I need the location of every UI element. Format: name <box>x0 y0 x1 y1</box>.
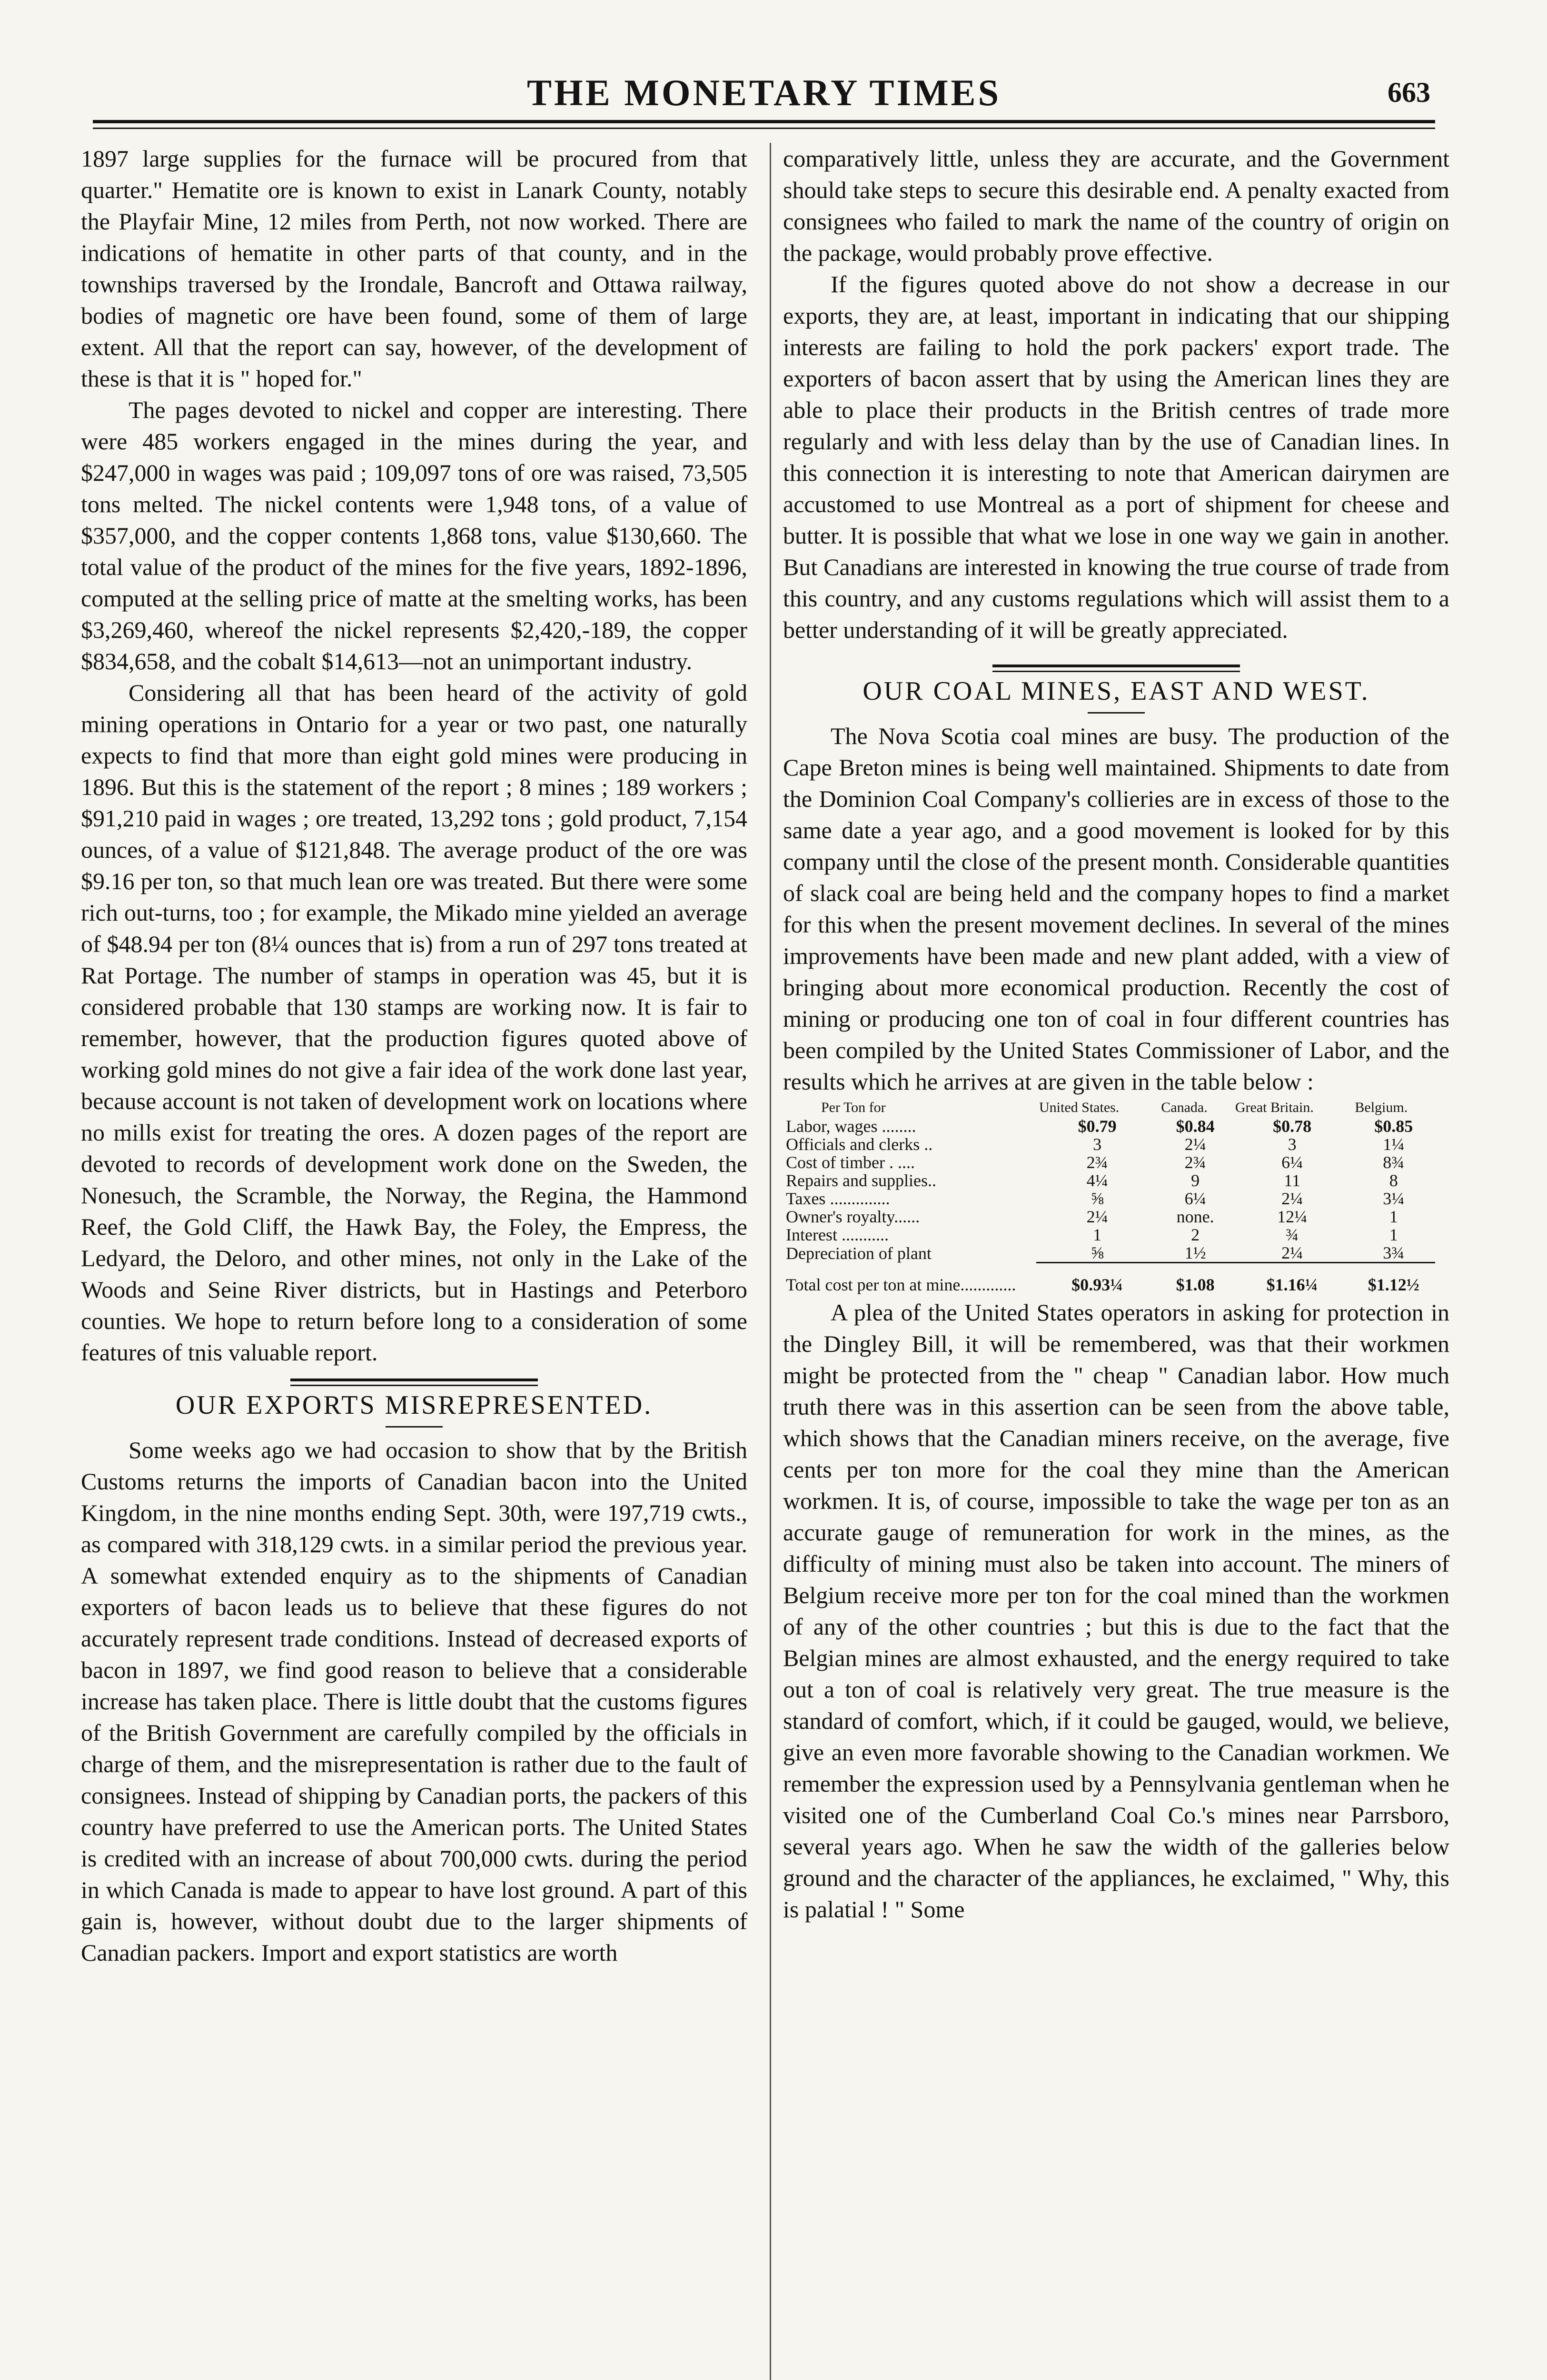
cell: 3¼ <box>1383 1189 1405 1208</box>
cell: $0.84 <box>1176 1117 1215 1136</box>
total-cell: $1.12½ <box>1368 1275 1419 1294</box>
table-header: Per Ton for <box>821 1100 886 1115</box>
cell: 4¼ <box>1086 1171 1108 1190</box>
cell: ⅝ <box>1091 1189 1104 1208</box>
table-row <box>783 1135 1435 1153</box>
paragraph: Considering all that has been heard of the activity of gold mining operations in Ontario for a year or two past, one naturally expects to find that more than eight gold mines were producing in 1896. But this is the statement of the report ; 8 mines ; 189 workers ; $91,210 paid in wages ; ore treated, 13,292 tons ; gold product, 7,154 ounces, of a value of $121,848. The average product of the ore was $9.16 per ton, so that much lean ore was treated. But there were some rich out-turns, too ; for example, the Mikado mine yielded an average of $48.94 per ton (8¼ ounces that is) from a run of 297 tons treated at Rat Portage. The number of stamps in operation was 45, but it is considered probable that 130 stamps are working now. It is fair to remember, however, that the production figures quoted above of working gold mines do not give a fair idea of the work done last year, because account is not taken of development work on locations where no mills exist for treating the ores. A dozen pages of the report are devoted to records of development work done on the Sweden, the Nonesuch, the Scramble, the Norway, the Regina, the Hammond Reef, the Gold Cliff, the Hawk Bay, the Foley, the Empress, the Ledyard, the Deloro, and other mines, not only in the Lake of the Woods and Seine River districts, but in Hastings and Peterboro counties. We hope to return before long to a consideration of some features of tnis valuable report. <box>81 679 747 1366</box>
cell: 8¾ <box>1383 1153 1405 1172</box>
table-row <box>783 1190 1435 1208</box>
cell: 12¼ <box>1277 1207 1308 1226</box>
left-column <box>81 143 747 1968</box>
table-header: Belgium. <box>1355 1100 1408 1115</box>
table-row <box>783 1117 1435 1135</box>
table-header: United States. <box>1039 1100 1120 1115</box>
total-cell: $1.16¼ <box>1266 1275 1318 1294</box>
table-row <box>783 1208 1435 1226</box>
cell: 2¾ <box>1184 1153 1206 1172</box>
cell: 3¾ <box>1383 1243 1405 1262</box>
cell: 8 <box>1389 1171 1398 1190</box>
total-label: Total cost per ton at mine............. <box>786 1275 1016 1294</box>
paragraph: Some weeks ago we had occasion to show that by the British Customs returns the imports of Canadian bacon into the United Kingdom, in the nine months ending Sept. 30th, were 197,719 cwts., as compared with 318,129 cwts. in a similar period the previous year. A somewhat extended enquiry as to the shipments of Canadian exporters of bacon leads us to believe that these figures do not accurately represent trade conditions. Instead of decreased exports of bacon in 1897, we find good reason to believe that a considerable increase has taken place. There is little doubt that the customs figures of the British Government are carefully compiled by the officials in charge of them, and the misrepresentation is rather due to the fault of consignees. Instead of shipping by Canadian ports, the packers of this country have preferred to use the American ports. The United States is credited with an increase of about 700,000 cwts. during the period in which Canada is made to appear to have lost ground. A part of this gain is, however, without doubt due to the larger shipments of Canadian packers. Import and export statistics are worth <box>81 1437 747 1966</box>
section-divider <box>290 1378 538 1386</box>
cell: 2¼ <box>1184 1135 1206 1154</box>
paragraph: If the figures quoted above do not show a decrease in our exports, they are, at least, important in indicating that our shipping interests are failing to hold the pork packers' export trade. The exporters of bacon assert that by using the American lines they are able to place their products in the British centres of trade more regularly and with less delay than by the use of Canadian lines. In this connection it is interesting to note that American dairymen are accustomed to use Montreal as a port of shipment for cheese and butter. It is possible that what we lose in one way we gain in another. But Canadians are interested in knowing the true course of trade from this country, and any customs regulations which will assist them to a better understanding of it will be greatly appreciated. <box>783 271 1449 643</box>
row-label: Interest ........... <box>786 1225 889 1244</box>
table-total-row <box>783 1263 1435 1294</box>
cell: 2 <box>1191 1225 1200 1244</box>
total-cell: $1.08 <box>1176 1275 1215 1294</box>
row-label: Owner's royalty...... <box>786 1207 920 1226</box>
cell: 9 <box>1191 1171 1200 1190</box>
newspaper-title: THE MONETARY TIMES <box>527 72 1001 113</box>
cell: 2¼ <box>1281 1243 1303 1262</box>
paragraph: The Nova Scotia coal mines are busy. The production of the Cape Breton mines is being well maintained. Shipments to date from the Dominion Coal Company's collieries are in excess of those to the same date a year ago, and a good movement is looked for by this company until the close of the present month. Considerable quantities of slack coal are being held and the company hopes to find a market for this when the present movement declines. In several of the mines improvements have been made and new plant added, with a view of bringing about more economical production. Recently the cost of mining or producing one ton of coal in four different countries has been compiled by the United States Commissioner of Labor, and the results which he arrives at are given in the table below : <box>783 723 1449 1095</box>
cell: 6¼ <box>1281 1153 1303 1172</box>
table-header: Great Britain. <box>1235 1100 1314 1115</box>
section-divider <box>992 664 1240 672</box>
cell: 6¼ <box>1184 1189 1206 1208</box>
cell: 11 <box>1284 1171 1300 1190</box>
cell: 2¾ <box>1086 1153 1108 1172</box>
paragraph: comparatively little, unless they are accurate, and the Government should take steps to secure this desirable end. A penalty exacted from consignees who failed to mark the name of the country of origin on the package, would probably prove effective. <box>783 145 1449 266</box>
cell: 1½ <box>1184 1243 1206 1262</box>
cell: ⅝ <box>1091 1243 1104 1262</box>
cell: none. <box>1176 1207 1214 1226</box>
masthead-rule-thin <box>93 128 1435 129</box>
cell: 1 <box>1389 1225 1398 1244</box>
cell: 2¼ <box>1281 1189 1303 1208</box>
table-header: Canada. <box>1161 1100 1208 1115</box>
coal-cost-table <box>783 1100 1435 1294</box>
row-label: Repairs and supplies.. <box>786 1171 936 1190</box>
cell: 1¼ <box>1383 1135 1405 1154</box>
paragraph: A plea of the United States operators in asking for protection in the Dingley Bill, it will be remembered, was that their workmen might be protected from the " cheap " Canadian labor. How much truth there was in this assertion can be seen from the above table, which shows that the Canadian miners receive, on the average, five cents per ton more for the coal they mine than the American workmen. It is, of course, impossible to take the wage per ton as an accurate gauge of remuneration for work in the mines, as the difficulty of mining must also be taken into account. The miners of Belgium receive more per ton for the coal mined than the workmen of any of the other countries ; but this is due to the fact that the Belgian mines are almost exhausted, and the energy required to take out a ton of coal is relatively very great. The true measure is the standard of comfort, which, if it could be gauged, would, we believe, give an even more favorable showing to the Canadian workmen. We remember the expression used by a Pennsylvania gentleman when he visited one of the Cumberland Coal Co.'s mines near Parrsboro, several years ago. When he saw the width of the galleries below ground and the character of the appliances, he exclaimed, " Why, this is palatial ! " Some <box>783 1299 1449 1923</box>
cell: $0.79 <box>1078 1117 1117 1136</box>
masthead-rule <box>93 120 1435 123</box>
table-row <box>783 1153 1435 1171</box>
cell: 1 <box>1093 1225 1102 1244</box>
section-heading: OUR COAL MINES, EAST AND WEST. <box>863 676 1370 706</box>
row-label: Labor, wages ........ <box>786 1117 916 1136</box>
cell: 2¼ <box>1086 1207 1108 1226</box>
table-row <box>783 1171 1435 1190</box>
total-cell: $0.93¼ <box>1071 1275 1123 1294</box>
column-separator <box>770 143 771 2380</box>
row-label: Taxes .............. <box>786 1189 890 1208</box>
row-label: Depreciation of plant <box>786 1243 932 1263</box>
paragraph: The pages devoted to nickel and copper are interesting. There were 485 workers engaged in the mines during the year, and $247,000 in wages was paid ; 109,097 tons of ore was raised, 73,505 tons melted. The nickel contents were 1,948 tons, of a value of $357,000, and the copper contents 1,868 tons, value $130,660. The total value of the product of the mines for the five years, 1892-1896, computed at the selling price of matte at the smelting works, has been $3,269,460, whereof the nickel represents $2,420,-189, the copper $834,658, and the cobalt $14,613—not an unimportant industry. <box>81 397 747 674</box>
table-row <box>783 1244 1435 1263</box>
table-row <box>783 1226 1435 1244</box>
table-header-row <box>783 1100 1435 1117</box>
cell: 1 <box>1389 1207 1398 1226</box>
cell: ¾ <box>1286 1225 1299 1244</box>
cell: 3 <box>1093 1135 1102 1154</box>
row-label: Officials and clerks .. <box>786 1135 933 1154</box>
cell: 3 <box>1288 1135 1297 1154</box>
heading-underline <box>1088 712 1145 714</box>
masthead <box>93 67 1435 119</box>
section-heading: OUR EXPORTS MISREPRESENTED. <box>175 1390 653 1420</box>
heading-underline <box>386 1426 443 1428</box>
cell: $0.78 <box>1273 1117 1312 1136</box>
row-label: Cost of timber . .... <box>786 1153 915 1172</box>
right-column <box>783 143 1449 1925</box>
paragraph: 1897 large supplies for the furnace will be procured from that quarter." Hematite ore is known to exist in Lanark County, notably the Playfair Mine, 12 miles from Perth, not now worked. There are indications of hematite in other parts of that county, and in the townships traversed by the Irondale, Bancroft and Ottawa railway, bodies of magnetic ore have been found, some of them of large extent. All that the report can say, however, of the development of these is that it is " hoped for." <box>81 145 747 392</box>
cell: $0.85 <box>1374 1117 1413 1136</box>
page-number: 663 <box>1388 77 1430 108</box>
